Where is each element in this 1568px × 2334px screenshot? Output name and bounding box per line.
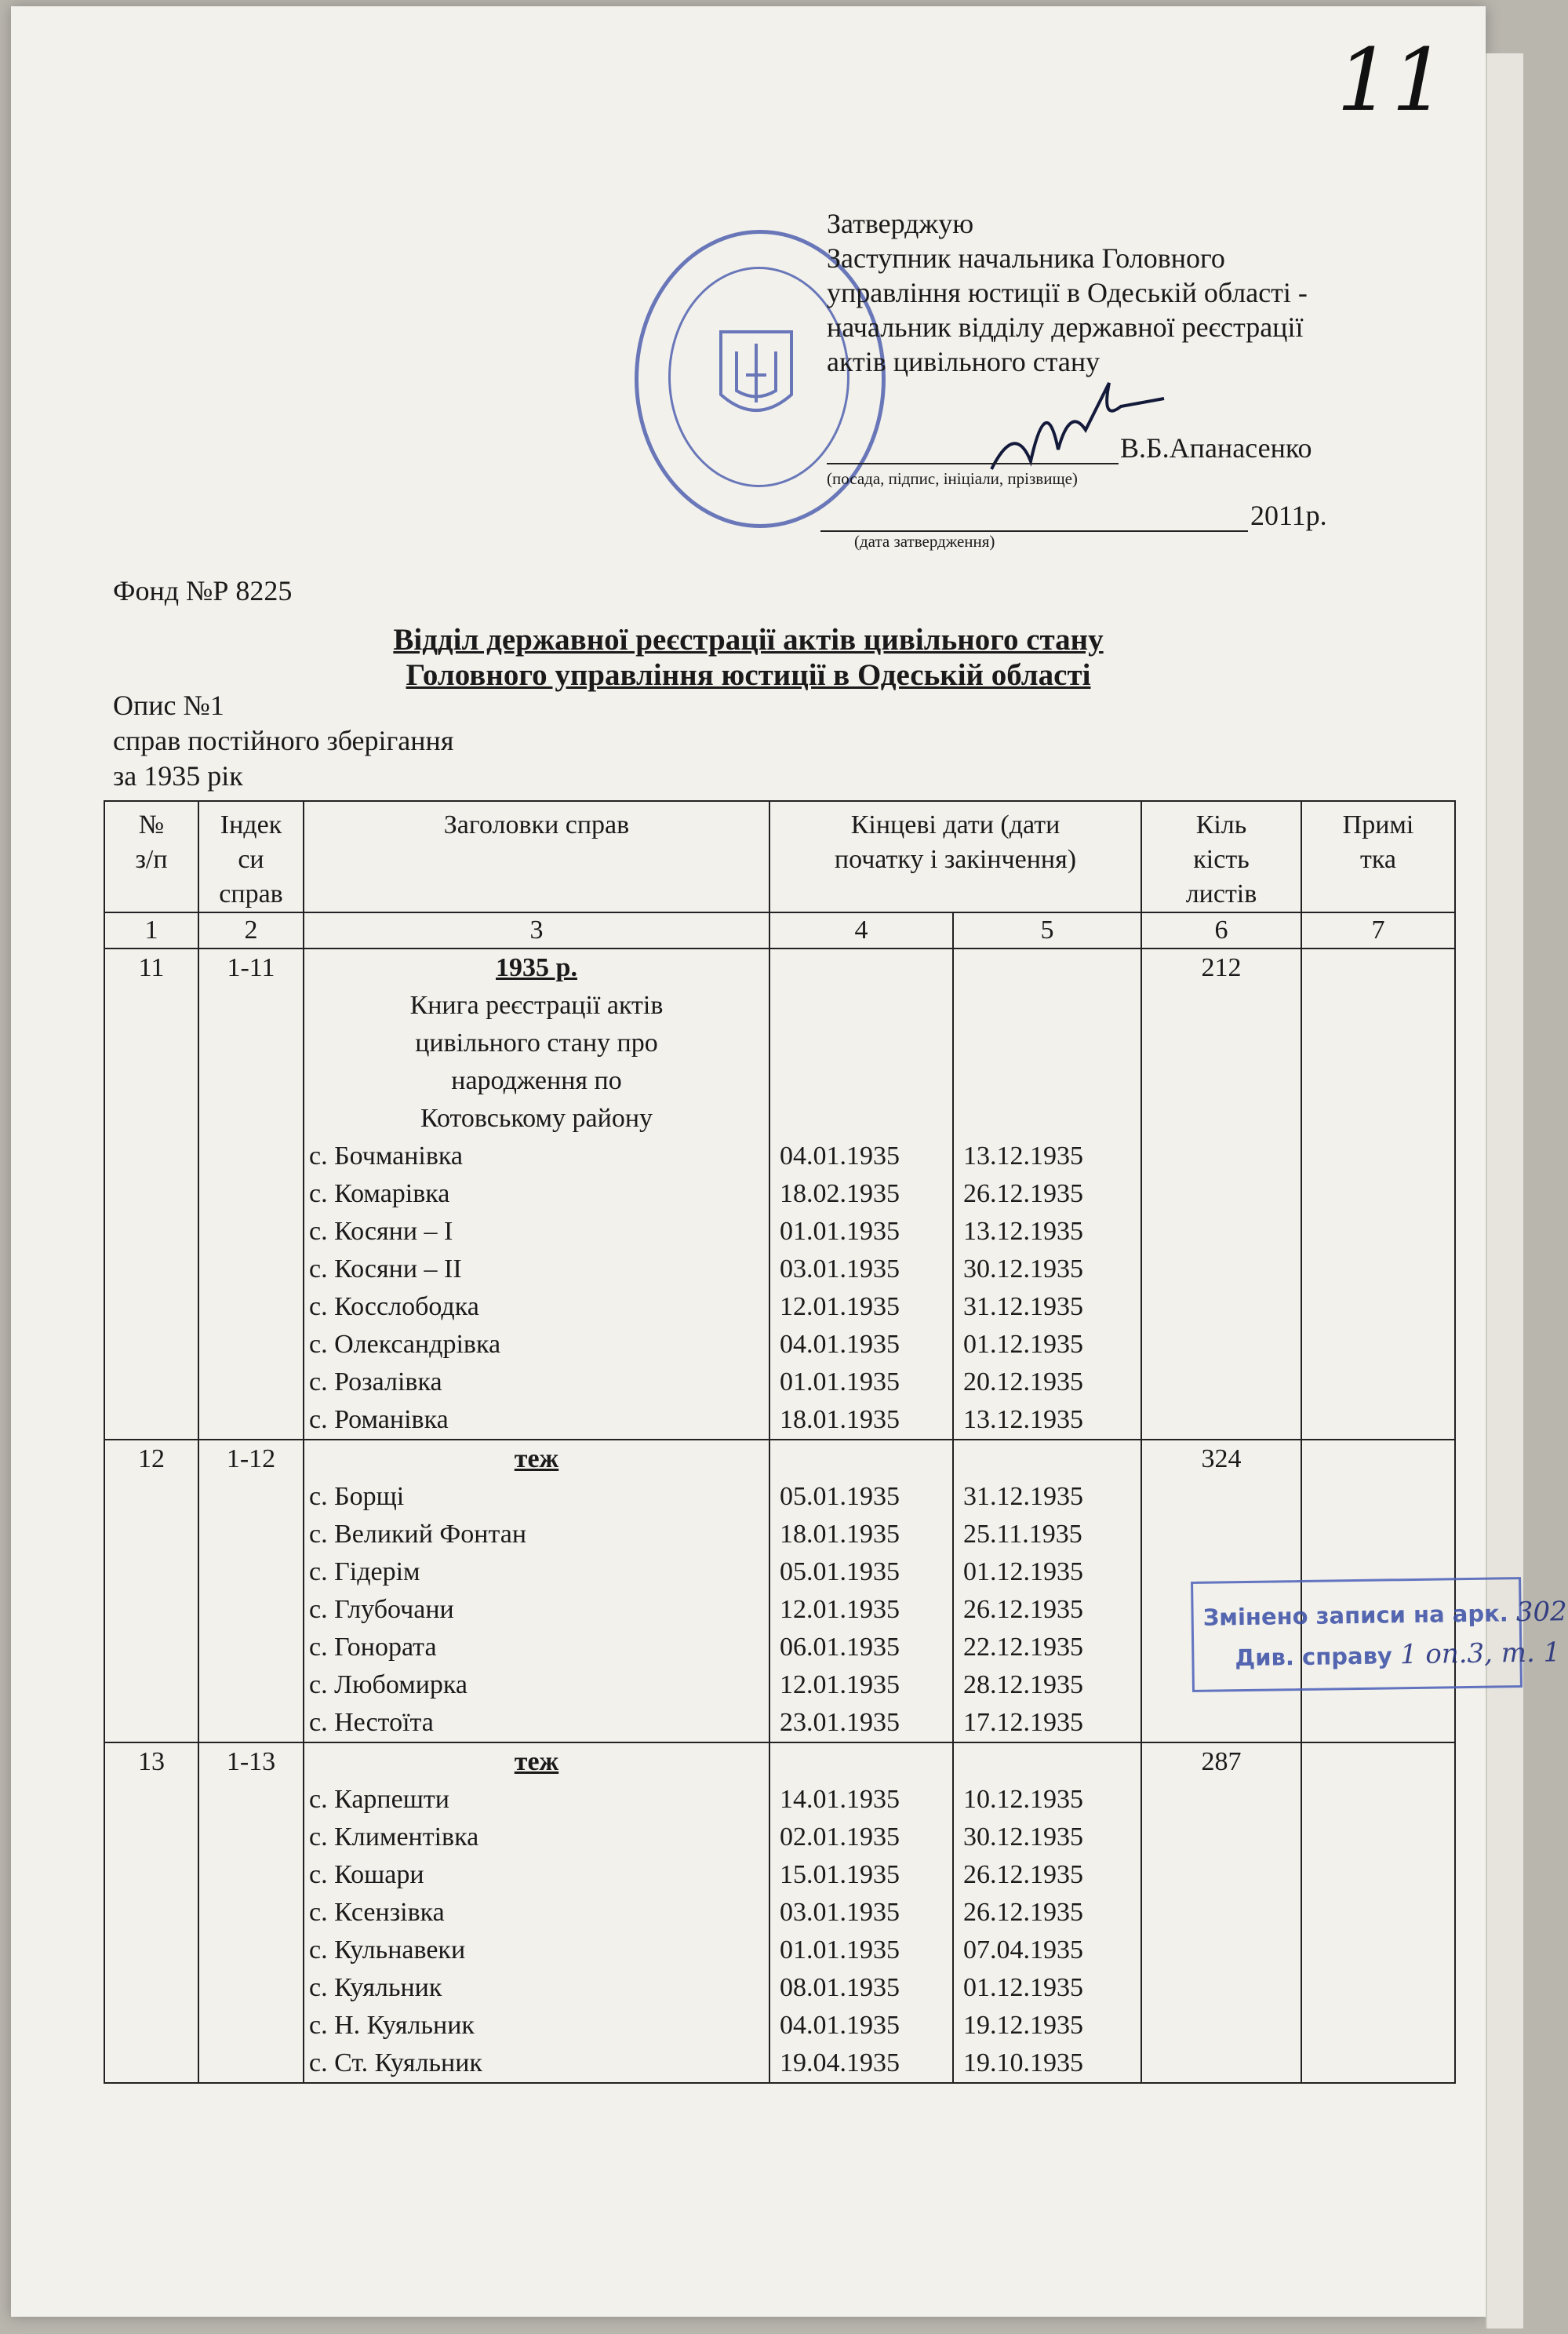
start-date: 19.04.1935 xyxy=(780,2048,900,2077)
start-date: 04.01.1935 xyxy=(780,1330,900,1359)
end-date: 01.12.1935 xyxy=(963,1330,1083,1359)
record-end-dates xyxy=(953,1742,1141,2083)
start-date: 04.01.1935 xyxy=(780,2011,900,2040)
end-date: 20.12.1935 xyxy=(963,1367,1083,1396)
village-name: с. Великий Фонтан xyxy=(309,1520,527,1549)
end-date: 10.12.1935 xyxy=(963,1785,1083,1814)
village-name: с. Бочманівка xyxy=(309,1142,463,1171)
end-date: 28.12.1935 xyxy=(963,1670,1083,1699)
header-titles: Заголовки справ xyxy=(304,801,769,912)
record-index: 1-13 xyxy=(198,1742,304,2083)
inventory-table xyxy=(104,800,1456,2084)
village-name: с. Косяни – І xyxy=(309,1217,453,1246)
end-date: 07.04.1935 xyxy=(963,1935,1083,1964)
end-date: 26.12.1935 xyxy=(963,1898,1083,1927)
stamp-line: Змінено записи на арк. 302 xyxy=(1202,1596,1568,1631)
start-date: 18.02.1935 xyxy=(780,1179,900,1208)
end-date: 17.12.1935 xyxy=(963,1708,1083,1737)
fond-number: Фонд №Р 8225 xyxy=(113,575,293,606)
village-name: с. Борщі xyxy=(309,1482,405,1511)
village-name: с. Кульнавеки xyxy=(309,1935,466,1964)
record-number: 13 xyxy=(104,1742,198,2083)
header-dates: Кінцеві дати (дати початку і закінчення) xyxy=(769,801,1141,912)
column-number: 2 xyxy=(198,912,304,949)
column-number: 1 xyxy=(104,912,198,949)
record-number: 11 xyxy=(104,949,198,1440)
village-name: с. Н. Куяльник xyxy=(309,2011,475,2040)
table-row xyxy=(104,1742,1455,2083)
village-name: с. Климентівка xyxy=(309,1822,479,1852)
stamp-line: Див. справу 1 оп.3, т. 1 xyxy=(1235,1637,1561,1672)
start-date: 18.01.1935 xyxy=(780,1520,900,1549)
record-sheets: 324 xyxy=(1141,1440,1301,1742)
record-subtitle: народження по xyxy=(451,1066,622,1095)
village-name: с. Комарівка xyxy=(309,1179,450,1208)
end-date: 22.12.1935 xyxy=(963,1633,1083,1662)
start-date: 14.01.1935 xyxy=(780,1785,900,1814)
start-date: 12.01.1935 xyxy=(780,1292,900,1321)
record-note xyxy=(1301,949,1455,1440)
village-name: с. Ксензівка xyxy=(309,1898,445,1927)
end-date: 26.12.1935 xyxy=(963,1179,1083,1208)
records-body xyxy=(104,949,1455,2083)
header-no: № з/п xyxy=(104,801,198,912)
record-start-dates xyxy=(769,949,953,1440)
opys-year: за 1935 рік xyxy=(113,760,243,792)
start-date: 03.01.1935 xyxy=(780,1254,900,1284)
end-date: 13.12.1935 xyxy=(963,1217,1083,1246)
end-date: 25.11.1935 xyxy=(963,1520,1082,1549)
end-date: 26.12.1935 xyxy=(963,1595,1083,1624)
end-date: 01.12.1935 xyxy=(963,1557,1083,1586)
column-number: 4 xyxy=(769,912,953,949)
table-header-row xyxy=(104,801,1455,912)
village-name: с. Нестоїта xyxy=(309,1708,434,1737)
column-number: 3 xyxy=(304,912,769,949)
record-number: 12 xyxy=(104,1440,198,1742)
start-date: 03.01.1935 xyxy=(780,1898,900,1927)
village-name: с. Олександрівка xyxy=(309,1330,501,1359)
start-date: 02.01.1935 xyxy=(780,1822,900,1852)
document-title: Головного управління юстиції в Одеській області xyxy=(406,658,1091,692)
signer-name: В.Б.Апанасенко xyxy=(1120,432,1312,464)
village-name: с. Романівка xyxy=(309,1405,449,1434)
start-date: 01.01.1935 xyxy=(780,1217,900,1246)
trident-emblem-icon xyxy=(713,328,799,426)
start-date: 01.01.1935 xyxy=(780,1367,900,1396)
record-start-dates xyxy=(769,1742,953,2083)
header-sheets: Кіль кість листів xyxy=(1141,801,1301,912)
record-heading: теж xyxy=(514,1747,559,1776)
record-subtitle: Котовському району xyxy=(420,1104,653,1133)
record-heading: 1935 р. xyxy=(496,953,577,982)
record-titles xyxy=(304,1440,769,1742)
village-name: с. Кошари xyxy=(309,1860,424,1889)
record-index: 1-12 xyxy=(198,1440,304,1742)
signature-line xyxy=(827,463,1119,464)
record-subtitle: Книга реєстрації актів xyxy=(409,991,664,1020)
village-name: с. Косслободка xyxy=(309,1292,479,1321)
table-row xyxy=(104,949,1455,1440)
header-index: Індек си справ xyxy=(198,801,304,912)
end-date: 19.10.1935 xyxy=(963,2048,1083,2077)
start-date: 01.01.1935 xyxy=(780,1935,900,1964)
start-date: 15.01.1935 xyxy=(780,1860,900,1889)
end-date: 26.12.1935 xyxy=(963,1860,1083,1889)
village-name: с. Гонората xyxy=(309,1633,437,1662)
record-titles xyxy=(304,949,769,1440)
record-sheets: 287 xyxy=(1141,1742,1301,2083)
start-date: 05.01.1935 xyxy=(780,1557,900,1586)
document-title: Відділ державної реєстрації актів цивільного стану xyxy=(393,623,1104,657)
column-number: 6 xyxy=(1141,912,1301,949)
record-start-dates xyxy=(769,1440,953,1742)
village-name: с. Косяни – ІІ xyxy=(309,1254,462,1284)
column-number: 5 xyxy=(953,912,1141,949)
record-end-dates xyxy=(953,949,1141,1440)
start-date: 08.01.1935 xyxy=(780,1973,900,2002)
opys-number: Опис №1 xyxy=(113,690,224,721)
record-sheets: 212 xyxy=(1141,949,1301,1440)
record-end-dates xyxy=(953,1440,1141,1742)
record-titles xyxy=(304,1742,769,2083)
end-date: 13.12.1935 xyxy=(963,1405,1083,1434)
approval-line: Заступник начальника Головного xyxy=(827,242,1225,274)
record-subtitle: цивільного стану про xyxy=(415,1029,658,1058)
end-date: 31.12.1935 xyxy=(963,1482,1083,1511)
village-name: с. Розалівка xyxy=(309,1367,442,1396)
start-date: 04.01.1935 xyxy=(780,1142,900,1171)
end-date: 31.12.1935 xyxy=(963,1292,1083,1321)
start-date: 18.01.1935 xyxy=(780,1405,900,1434)
record-index: 1-11 xyxy=(198,949,304,1440)
change-records-stamp xyxy=(1191,1577,1568,1692)
village-name: с. Ст. Куяльник xyxy=(309,2048,482,2077)
start-date: 05.01.1935 xyxy=(780,1482,900,1511)
approval-date: 2011р. xyxy=(1250,500,1327,531)
village-name: с. Гідерім xyxy=(309,1557,420,1586)
approval-block xyxy=(827,206,1308,379)
approval-line: начальник відділу державної реєстрації xyxy=(827,311,1304,343)
village-name: с. Любомирка xyxy=(309,1670,468,1699)
folio-number: 11 xyxy=(1337,30,1446,130)
end-date: 30.12.1935 xyxy=(963,1822,1083,1852)
page-edge xyxy=(1486,53,1523,2329)
record-note xyxy=(1301,1742,1455,2083)
start-date: 23.01.1935 xyxy=(780,1708,900,1737)
start-date: 06.01.1935 xyxy=(780,1633,900,1662)
end-date: 19.12.1935 xyxy=(963,2011,1083,2040)
document-page xyxy=(11,6,1568,2317)
record-heading: теж xyxy=(514,1444,559,1473)
approval-line: Затверджую xyxy=(827,208,974,239)
village-name: с. Глубочани xyxy=(309,1595,454,1624)
village-name: с. Куяльник xyxy=(309,1973,442,2002)
end-date: 13.12.1935 xyxy=(963,1142,1083,1171)
end-date: 01.12.1935 xyxy=(963,1973,1083,2002)
signer-caption: (посада, підпис, ініціали, прізвище) xyxy=(827,469,1078,488)
start-date: 12.01.1935 xyxy=(780,1670,900,1699)
column-number: 7 xyxy=(1301,912,1455,949)
end-date: 30.12.1935 xyxy=(963,1254,1083,1284)
approval-line: управління юстиції в Одеській області - xyxy=(827,277,1308,308)
approval-line: актів цивільного стану xyxy=(827,346,1101,377)
village-name: с. Карпешти xyxy=(309,1785,449,1814)
start-date: 12.01.1935 xyxy=(780,1595,900,1624)
opys-description: справ постійного зберігання xyxy=(113,725,454,756)
header-note: Примі тка xyxy=(1301,801,1455,912)
date-caption: (дата затвердження) xyxy=(854,532,995,551)
column-number-row xyxy=(104,912,1455,949)
